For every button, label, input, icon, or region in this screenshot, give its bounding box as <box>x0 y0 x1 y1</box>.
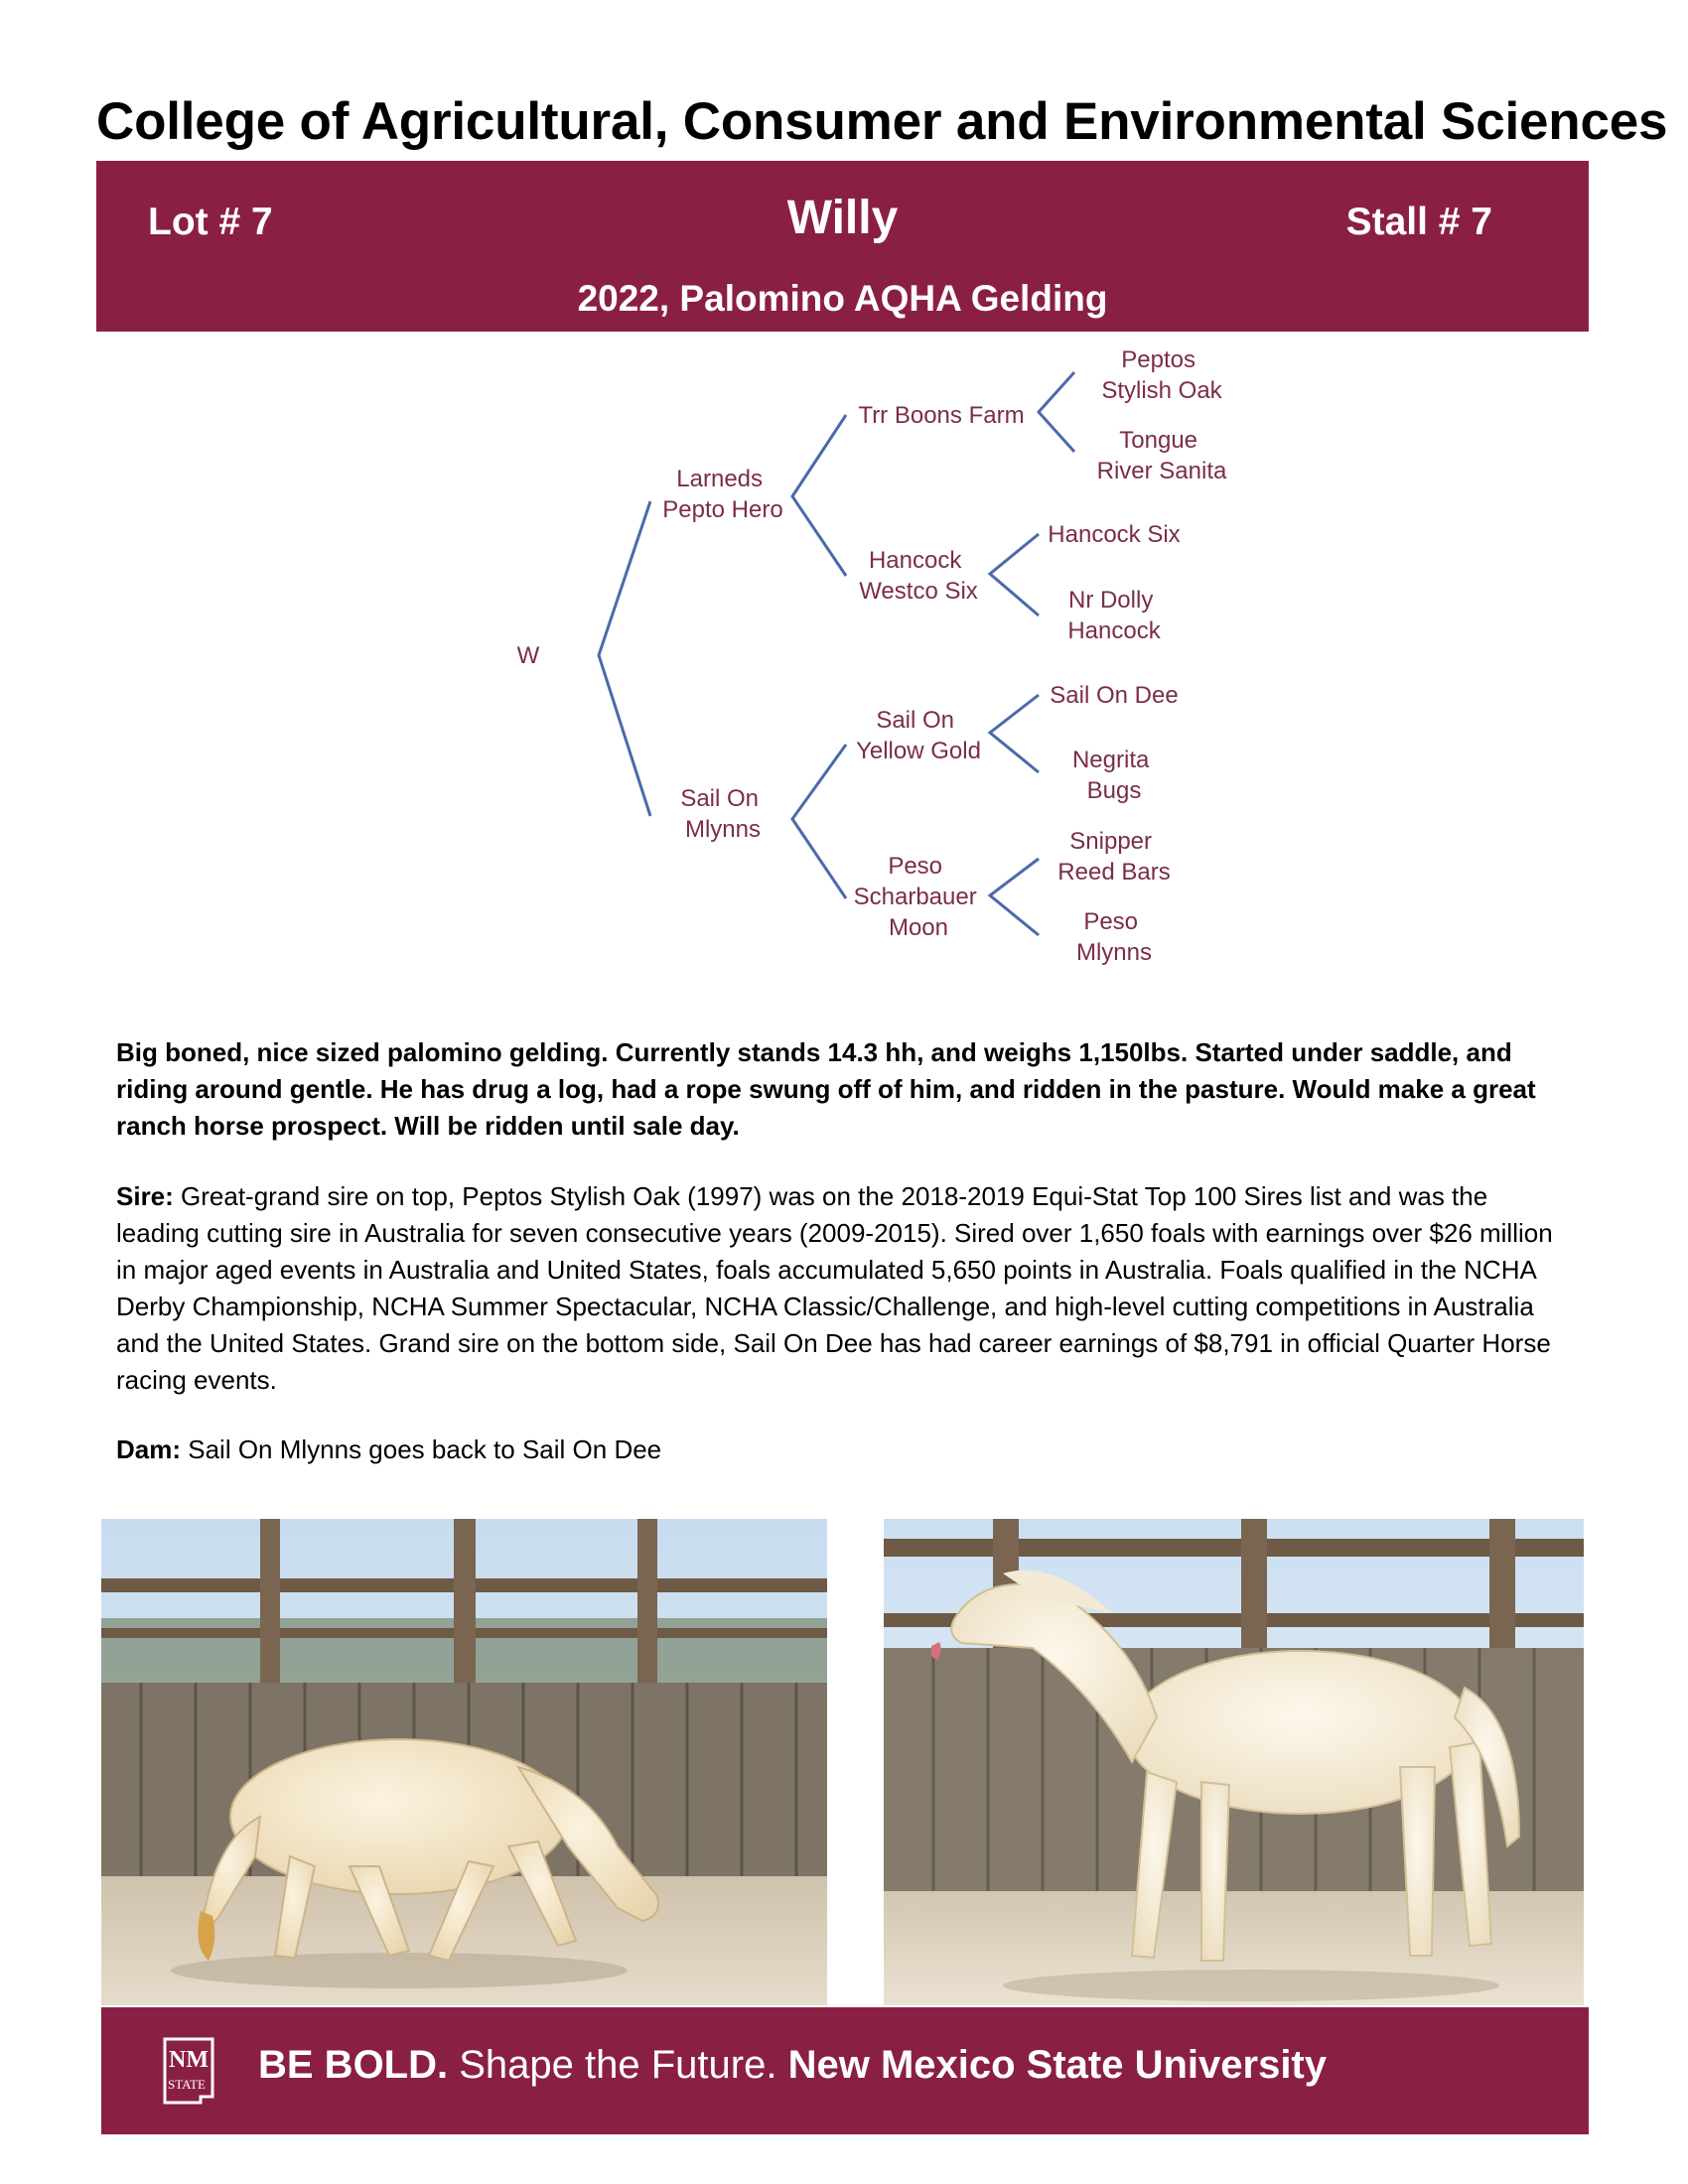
horse-subtitle: 2022, Palomino AQHA Gelding <box>577 278 1108 319</box>
lot-number: Lot # 7 <box>148 201 273 243</box>
pedigree-lines <box>599 372 1074 935</box>
svg-text:STATE: STATE <box>168 2077 206 2092</box>
dam-text: Sail On Mlynns goes back to Sail On Dee <box>181 1434 662 1464</box>
stall-number: Stall # 7 <box>1345 201 1492 243</box>
dam-paragraph <box>116 1432 1576 1468</box>
horse-description: Big boned, nice sized palomino gelding. Currently stands 14.3 hh, and weighs 1,150lbs. Started under saddle, and riding around gentle. He has drug a log, had a rope swung off of him, and ridden in the pasture. Would make a great ranch horse prospect. Will be ridden until sale day. <box>116 1037 1536 1141</box>
ped-ssd: Tongue River Sanita <box>1096 427 1227 484</box>
ped-ddd: Peso Mlynns <box>1075 908 1153 966</box>
sire-paragraph <box>116 1178 1576 1399</box>
ped-dds: Snipper Reed Bars <box>1057 828 1171 886</box>
college-title: College of Agricultural, Consumer and Environmental Sciences <box>96 92 1668 151</box>
ped-dam-dam: Peso Scharbauer Moon <box>853 853 977 941</box>
svg-text:NM: NM <box>169 2047 209 2073</box>
nmsu-logo-icon <box>161 2035 216 2107</box>
footer-bold: BE BOLD. <box>258 2043 449 2087</box>
ped-dam: Sail On Mlynns <box>680 785 762 843</box>
ped-sds: Hancock Six <box>1048 521 1181 548</box>
ped-sire-dam: Hancock Westco Six <box>859 547 978 605</box>
ped-sire-sire: Trr Boons Farm <box>858 402 1025 429</box>
ped-dam-sire: Sail On Yellow Gold <box>856 707 981 764</box>
ped-sss: Peptos Stylish Oak <box>1101 346 1222 404</box>
ped-horse: W <box>516 642 540 669</box>
footer-shape: Shape the Future. <box>448 2043 788 2087</box>
horse-photo-left <box>101 1519 827 2005</box>
ped-dss: Sail On Dee <box>1050 682 1179 709</box>
sire-label: Sire: <box>116 1181 174 1211</box>
sire-text: Great-grand sire on top, Peptos Stylish Oak (1997) was on the 2018-2019 Equi-Stat Top 100 Sires list and was the leading cutting sire in Australia for seven consecutive years (2009-2015). Sired over 1,650 foals with earnings over $26 million in major aged events in Australia and United States, foals accumulated 5,650 points in Australia. Foals qualified in the NCHA Derby Championship, NCHA Summer Spectacular, NCHA Classic/Challenge, and high-level cutting competitions in Australia and the United States. Grand sire on the bottom side, Sail On Dee has had career earnings of $8,791 in official Quarter Horse racing events. <box>116 1181 1553 1395</box>
ped-dsd: Negrita Bugs <box>1071 747 1150 804</box>
footer-banner <box>101 2007 1589 2134</box>
horse-name: Willy <box>786 192 899 244</box>
horse-photo-right <box>884 1519 1584 2005</box>
dam-label: Dam: <box>116 1434 182 1464</box>
pedigree-chart <box>0 0 1688 983</box>
ped-sire: Larneds Pepto Hero <box>662 466 783 523</box>
ped-sdd: Nr Dolly Hancock <box>1067 587 1161 644</box>
footer-tagline <box>258 2043 1327 2088</box>
footer-university: New Mexico State University <box>787 2043 1327 2087</box>
